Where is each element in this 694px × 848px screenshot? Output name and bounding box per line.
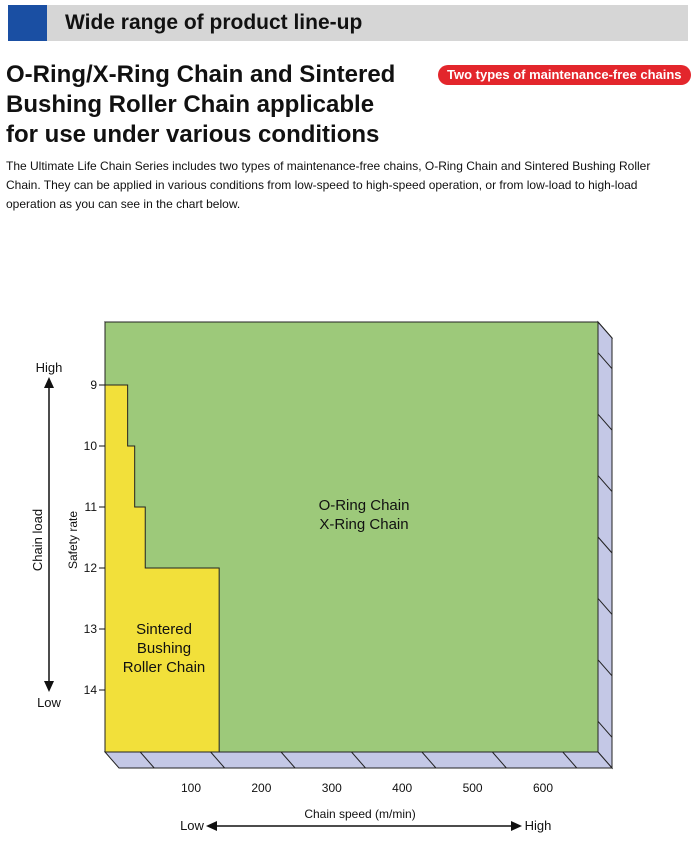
x-tick-label: 200 [251, 781, 272, 795]
y-tick-label: 10 [83, 439, 97, 453]
chain-speed-ticks [181, 781, 553, 795]
speed-high-label: High [524, 818, 552, 833]
x-tick-label: 400 [392, 781, 413, 795]
load-arrow-down-icon [44, 681, 54, 692]
y-tick-label: 11 [84, 500, 97, 514]
load-low-label: Low [37, 695, 61, 710]
x-ring-label: X-Ring Chain [319, 516, 409, 533]
bushing-label: Bushing [136, 640, 192, 657]
heading-line: O-Ring/X-Ring Chain and Sintered [6, 61, 396, 88]
banner-title: Wide range of product line-up [65, 11, 363, 34]
maintenance-free-badge: Two types of maintenance-free chains [438, 65, 691, 85]
y-tick-label: 12 [83, 561, 97, 575]
roller-chain-label: Roller Chain [122, 659, 206, 676]
x-tick-label: 500 [462, 781, 483, 795]
safety-rate-ticks [84, 378, 105, 697]
o-ring-label: O-Ring Chain [318, 497, 410, 514]
y-tick-label: 9 [90, 378, 97, 392]
safety-rate-label: Safety rate [66, 510, 80, 570]
heading-line: for use under various conditions [6, 121, 380, 148]
chain-load-label: Chain load [30, 508, 45, 572]
intro-paragraph: The Ultimate Life Chain Series includes two types of maintenance-free chains, O-Ring Chain and Sintered Bushing Roller Chain. They can be applied in various conditions from low-speed to high-speed operation, or from low-load to high-load operation as you can see in the chart below. [6, 159, 651, 211]
load-high-label: High [35, 360, 63, 375]
y-tick-label: 14 [83, 683, 97, 697]
y-tick-label: 13 [83, 622, 97, 636]
x-tick-label: 600 [532, 781, 554, 795]
heading-line: Bushing Roller Chain applicable [6, 91, 375, 118]
x-tick-label: 300 [321, 781, 342, 795]
sintered-label: Sintered [136, 621, 192, 638]
x-tick-label: 100 [180, 781, 202, 795]
speed-low-label: Low [180, 818, 204, 833]
speed-arrow-right-icon [511, 821, 522, 831]
chain-speed-label: Chain speed (m/min) [304, 807, 416, 821]
